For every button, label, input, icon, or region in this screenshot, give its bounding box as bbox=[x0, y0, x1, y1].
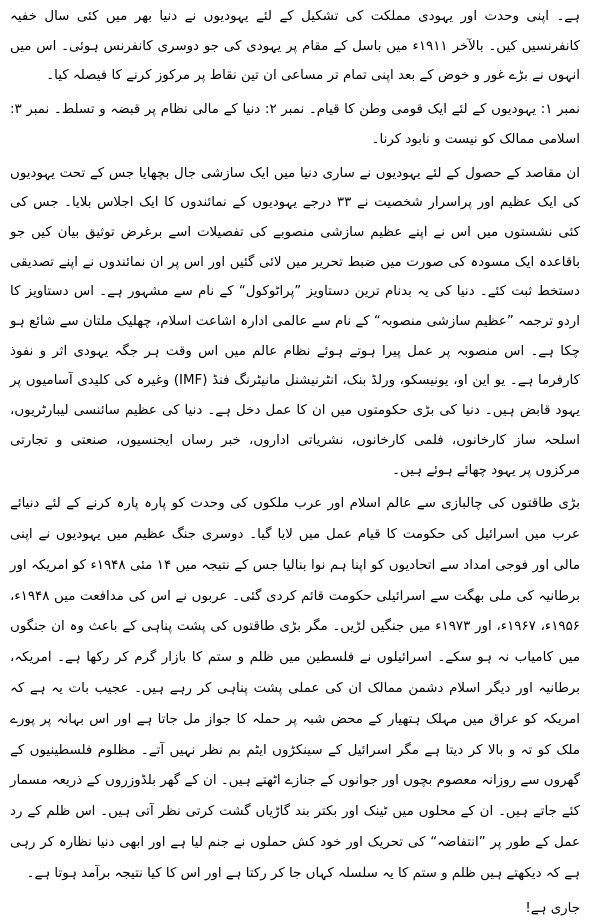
three-goals-paragraph: نمبر ۱: یہودیوں کے لئے ایک قومی وطن کا قیام۔ نمبر ۲: دنیا کے مالی نظام پر قبضہ و تسلط۔ نمبر ۳: اسلامی ممالک کو نیست و نابود کرنا۔ bbox=[10, 101, 581, 147]
to-be-continued-note: جاری ہے! bbox=[525, 900, 580, 916]
intro-paragraph: ہے۔ اپنی وحدت اور یہودی مملکت کی تشکیل کے لئے یہودیوں نے دنیا بھر میں کئی سال خفیہ کانفرنسیں کیں۔ بالآخر ۱۹۱۱ء میں باسل کے مقام پر یہودی کی جو دوسری کانفرنس ہوئی۔ اس میں انہوں نے بڑے غور و خوض کے بعد اپنی تمام تر مساعی ان تین نقاط پر مرکوز کرنے کا فیصلہ کیا۔ bbox=[10, 9, 580, 83]
israel-paragraph: بڑی طاقتوں کی چالبازی سے عالم اسلام اور عرب ملکوں کی وحدت کو پارہ پارہ کرنے کے لئے دنیائے عرب میں اسرائیل کی حکومت کا قیام عمل میں لایا گیا۔ دوسری جنگ عظیم میں یہودیوں نے اپنی مالی اور فوجی امداد سے اتحادیوں کو اپنا ہم نوا بنالیا جس کے نتیجہ میں ۱۴ مئی ۱۹۴۸ء کو امریکہ اور برطانیہ کی ملی بھگت سے اسرائیلی حکومت قائم کردی گئی۔ عربوں نے اس کی مدافعت میں ۱۹۴۸ء، ۱۹۵۶ء، ۱۹۶۷ء، اور ۱۹۷۳ء میں جنگیں لڑیں۔ مگر بڑی طاقتوں کی پشت پناہی کے باعث وہ ان جنگوں میں کامیاب نہ ہو سکے۔ اسرائیلوں نے فلسطین میں ظلم و ستم کا بازار گرم کر رکھا ہے۔ امریکہ، برطانیہ اور دیگر اسلام دشمن ممالک ان کی عملی پشت پناہی کر رہے ہیں۔ عجیب بات یہ ہے کہ امریکہ کو عراق میں مہلک ہتھیار کے محض شبہ پر حملہ کا جواز مل جاتا ہے اور اس بہانہ پر پورے ملک کو تہ و بالا کر دیتا ہے مگر اسرائیل کے سینکڑوں ایٹم بم نظر نہیں آتے۔ مظلوم فلسطینیوں کے گھروں سے روزانہ معصوم بچوں اور جوانوں کے جنازے اٹھتے ہیں۔ ان کے گھر بلڈوزروں کے ذریعہ مسمار کئے جاتے ہیں۔ ان کے محلوں میں ٹینک اور بکتر بند گاڑیاں گشت کرتی نظر آتی ہیں۔ اس ظلم کے رد عمل کے طور پر ”انتفاضہ“ کی تحریک اور خود کش حملوں نے جنم لیا ہے اور ابھی دنیا نظارہ کر رہی ہے کہ دیکھتے ہیں ظلم و ستم کا یہ سلسلہ کہاں جا کر رکتا ہے اور اس کا کیا نتیجہ برآمد ہوتا ہے۔ bbox=[10, 496, 581, 881]
conspiracy-paragraph: ان مقاصد کے حصول کے لئے یہودیوں نے ساری دنیا میں ایک سازشی جال بچھایا جس کے تحت یہودیوں کی ایک عظیم اور پراسرار شخصیت نے ۳۳ درجے یہودیوں کے نمائندوں کا ایک اجلاس بلایا۔ جس کی کئی نشستوں میں اس نے اپنے عظیم سازشی منصوبے کی تفصیلات اسے برغرض توثیق بیان کیں جو باقاعدہ ایک مسودہ کی صورت میں ضبط تحریر میں لائی گئیں اور اس پر ان نمائندوں نے اپنے تصدیقی دستخط ثبت کئے۔ دنیا کی یہ بدنام ترین دستاویز ”پراٹوکول“ کے نام سے مشہور ہے۔ اس دستاویز کا اردو ترجمہ ”عظیم سازشی منصوبہ“ کے نام سے عالمی ادارہ اشاعت اسلام، چھلیک ملتان سے شائع ہو چکا ہے۔ اس منصوبہ پر عمل پیرا ہوتے ہوئے نظام عالم میں اس وقت ہر جگہ یہودی اثر و نفوذ کارفرما ہے۔ یو این او، یونیسکو، ورلڈ بنک، انٹرنیشنل مانیٹرنگ فنڈ (IMF) وغیرہ کی کلیدی آسامیوں پر یہود قابض ہیں۔ دنیا کی بڑی حکومتوں میں ان کا عمل دخل ہے۔ دنیا کی عظیم سائنسی لیبارٹریوں، اسلحہ ساز کارخانوں، فلمی کارخانوں، نشریاتی اداروں، خبر رساں ایجنسیوں، صنعتی و تجارتی مرکزوں پر یہود چھائے ہوئے ہیں۔ bbox=[10, 165, 581, 478]
